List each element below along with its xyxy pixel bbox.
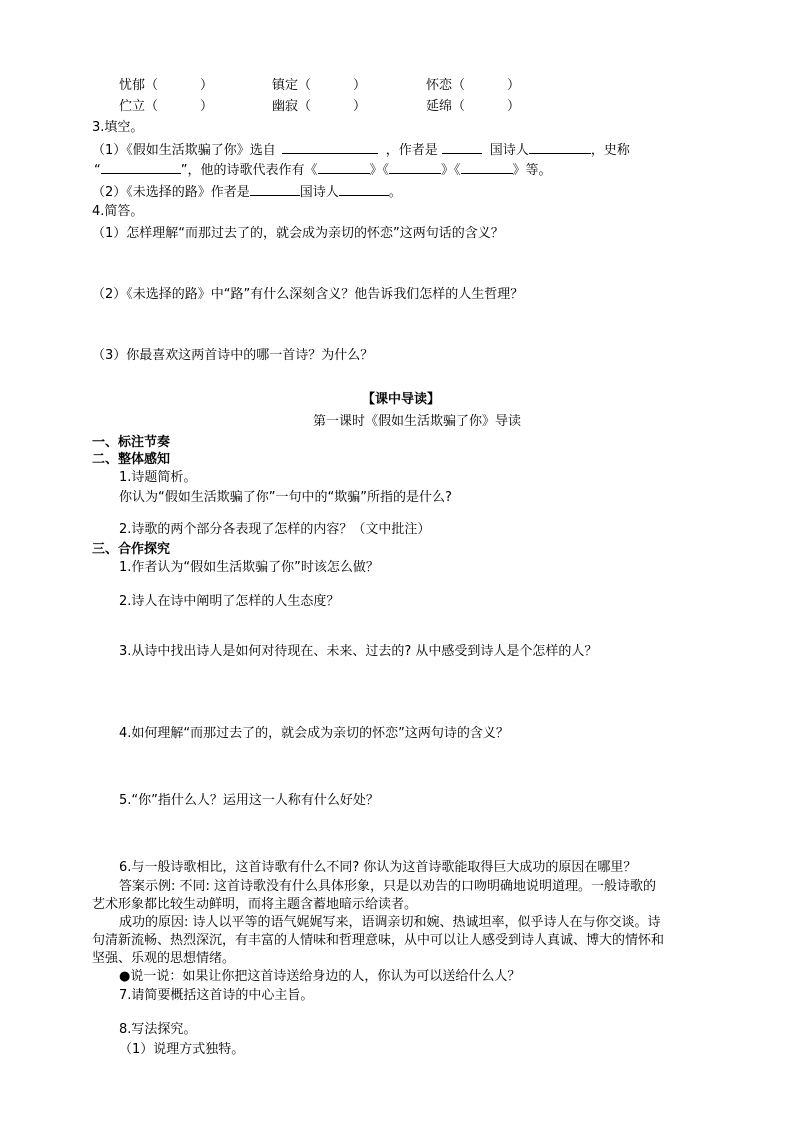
answer-text: 答案示例: 不同: 这首诗歌没有什么具体形象，只是以劝告的口吻明确地说明道理。一般诗歌的 [119,879,657,894]
section-heading: 【课中导读】 [362,392,441,407]
part-item: 2.诗歌的两个部分各表现了怎样的内容？（文中批注） [119,522,431,537]
answer-blank[interactable] [529,140,591,154]
q3-text: “ [94,163,101,178]
vocab-word: 镇定（ [272,78,312,93]
vocab-close: ） [507,99,521,114]
vocab-close: ） [353,99,367,114]
q4-sub-2: （2）《未选择的路》中“路”有什么深刻含义？他告诉我们怎样的人生哲理？ [92,287,524,302]
part-item: 5.“你”指什么人？运用这一人称有什么好处？ [119,793,379,808]
part-item: 你认为“假如生活欺骗了你”一句中的“欺骗”所指的是什么? [119,490,452,505]
q3-line-2 [94,160,552,180]
part-item: 8.写法探究。 [119,1022,197,1037]
part-item: 2.诗人在诗中阐明了怎样的人生态度？ [119,594,340,609]
vocab-row-1b [272,77,366,95]
vocab-word: 伫立（ [119,99,159,114]
vocab-row-2c [426,98,520,116]
part-heading-3: 三、合作探究 [92,542,171,557]
q3-text: ”，他的诗歌代表作有《 [180,163,318,178]
q4-sub-1: （1）怎样理解“而那过去了的，就会成为亲切的怀恋”这两句话的含义？ [92,226,504,241]
q3-text: 国诗人 [489,143,529,158]
answer-text: 艺术形象都比较生动鲜明，而将主题含蓄地暗示给读者。 [92,897,418,912]
q4-title: 4.简答。 [92,204,144,219]
answer-text: 句清新流畅、热烈深沉，有丰富的人情味和哲理意味，从中可以让人感受到诗人真诚、博大的情怀和 [92,933,665,948]
part-item: 4.如何理解“而那过去了的，就会成为亲切的怀恋”这两句诗的含义？ [119,726,509,741]
vocab-word: 忧郁（ [119,78,159,93]
vocab-word: 延绵（ [426,99,466,114]
section-subheading: 第一课时《假如生活欺骗了你》导读 [313,414,522,429]
part-item: 1.作者认为“假如生活欺骗了你”时该怎么做？ [119,560,379,575]
answer-blank[interactable] [318,160,370,174]
q3-line-1 [92,140,630,160]
vocab-word: 怀恋（ [426,78,466,93]
part-heading-2: 二、整体感知 [92,452,171,467]
q3-text: ，作者是 [385,143,438,158]
q3-text: 》《 [441,163,461,178]
q3-text: 》《 [369,163,390,178]
answer-blank[interactable] [101,160,181,174]
q4-sub-3: （3）你最喜欢这两首诗中的哪一首诗？为什么？ [92,348,374,363]
part-heading-1: 一、标注节奏 [92,435,171,450]
vocab-row-1c [426,77,520,95]
answer-blank[interactable] [250,182,300,196]
q3-text: （1）《假如生活欺骗了你》选自 [92,143,276,158]
q3-text: ，史称 [590,143,630,158]
vocab-close: ） [507,78,521,93]
answer-blank[interactable] [461,160,513,174]
q3-text: （2）《未选择的路》作者是 [92,185,250,200]
vocab-close: ） [200,99,214,114]
answer-blank[interactable] [282,140,378,154]
part-item: 6.与一般诗歌相比，这首诗歌有什么不同? 你认为这首诗歌能取得巨大成功的原因在哪里？ [119,860,637,875]
q3-line-3 [92,182,402,202]
q3-text: 。 [388,185,402,200]
vocab-row-1 [119,77,213,95]
vocab-word: 幽寂（ [272,99,312,114]
answer-blank[interactable] [339,182,389,196]
answer-text: 成功的原因: 诗人以平等的语气娓娓写来，语调亲切和婉、热诚坦率，似乎诗人在与你交谈。诗 [119,915,661,930]
answer-blank[interactable] [442,140,482,154]
answer-blank[interactable] [389,160,441,174]
part-item: 7.请简要概括这首诗的中心主旨。 [119,988,314,1003]
part-item: 3.从诗中找出诗人是如何对待现在、未来、过去的? 从中感受到诗人是个怎样的人？ [119,644,598,659]
say-prompt: ●说一说：如果让你把这首诗送给身边的人，你认为可以送给什么人？ [119,969,521,984]
vocab-row-2b [272,98,366,116]
part-item: （1）说理方式独特。 [119,1042,245,1057]
vocab-close: ） [200,78,214,93]
q3-text: 国诗人 [299,185,339,200]
part-item: 1.诗题简析。 [119,470,197,485]
vocab-close: ） [353,78,367,93]
vocab-row-2 [119,98,213,116]
q3-title: 3.填空。 [92,120,144,135]
answer-text: 坚强、乐观的思想情绪。 [92,951,236,966]
q3-text: 》等。 [512,163,552,178]
